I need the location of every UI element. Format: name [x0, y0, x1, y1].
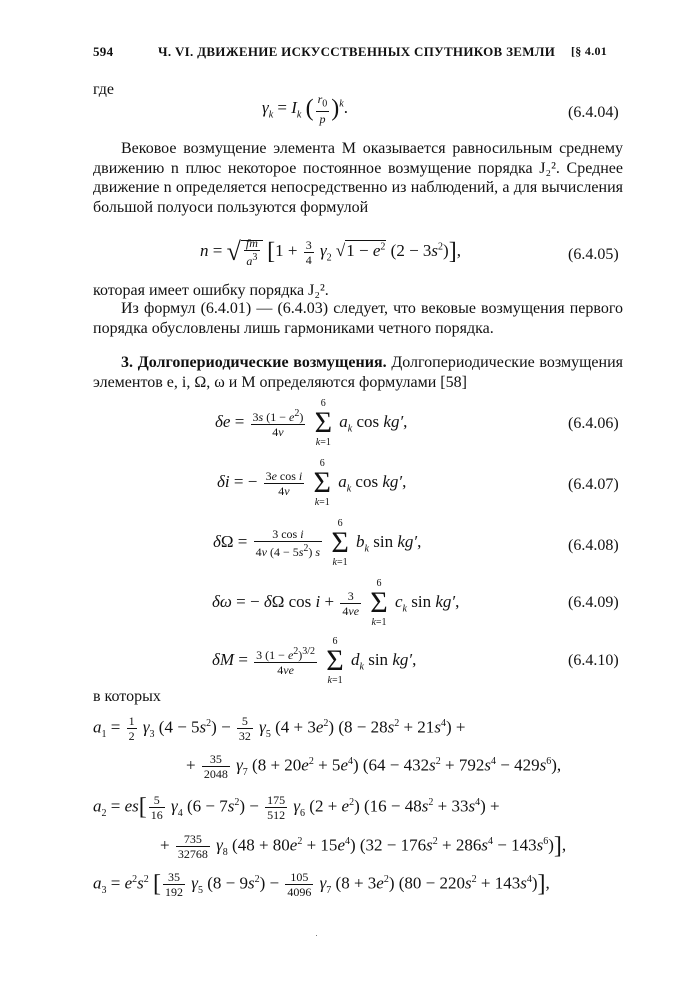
- print-speck: [316, 935, 317, 936]
- equation-number: (6.4.09): [568, 594, 619, 611]
- equation-number: (6.4.04): [568, 104, 619, 121]
- equation-number: (6.4.07): [568, 476, 619, 493]
- page-number: 594: [93, 44, 114, 59]
- error-note: которая имеет ошибку порядка J₂².: [93, 282, 329, 299]
- formula-a1-line1: $a_1$ = $\frac{1}{2}$ $\gamma_3$ $(4 - 5s^2)$ − $\frac{5}{32}$ $\gamma_5$ $(4 + 3e^2)$ $(8 - 28s^2 + 21s^4)$ +: [93, 714, 466, 743]
- running-title: Ч. VI. ДВИЖЕНИЕ ИСКУССТВЕННЫХ СПУТНИКОВ ЗЕМЛИ: [158, 44, 556, 59]
- where-label: где: [93, 81, 115, 98]
- in-which-label: в которых: [93, 688, 161, 705]
- equation-number: (6.4.06): [568, 415, 619, 432]
- section-intro: Долгопериодические возмущения элементов e, i, Ω, ω и M определяются формулами [58]: [93, 354, 623, 391]
- formula-a2-line2: + $\frac{735}{32768}$ $\gamma_8$ $(48 + 80e^2 + 15e^4)$ $(32 - 176s^2 + 286s^4 - 143s^6)$],: [160, 832, 567, 861]
- formula-gamma-k: $\gamma_k = I_k$ ( $\frac{r_0}{p}$ )$^k$.: [262, 92, 348, 127]
- equation-number: (6.4.08): [568, 537, 619, 554]
- formula-a3: $a_3 = e^2s^2$ [ $\frac{35}{192}$ $\gamma_5$ $(8 - 9s^2)$ − $\frac{105}{4096}$ $\gamma_7$ $(8 + 3e^2)$ $(80 - 220s^2 + 143s^4)$],: [93, 870, 550, 899]
- equation-number: (6.4.05): [568, 246, 619, 263]
- paragraph-even-harmonics: Из формул (6.4.01) — (6.4.03) следует, что вековые возмущения первого порядка обусловлены лишь гармониками четного порядка.: [93, 300, 623, 337]
- formula-a2-line1: $a_2 = es$[ $\frac{5}{16}$ $\gamma_4$ $(6 - 7s^2)$ − $\frac{175}{512}$ $\gamma_6$ $(2 + e^2)$ $(16 - 48s^2 + 33s^4)$ +: [93, 793, 500, 822]
- formula-mean-motion: n = √ $\frac{fm}{a^3}$ [1 + $\frac{3}{4}$ $\gamma_2$ $√1 - e^2$ $(2 - 3s^2)$],: [200, 236, 461, 268]
- formula-delta-m: δM = $\frac{3 (1 - e^2)^{3/2}}{4\nu e}$ 6 Σ k=1 $d_k$ sin kg′,: [212, 636, 417, 686]
- paragraph-secular-perturbation: Вековое возмущение элемента M оказывается равносильным среднему движению n плюс некоторое постоянное возмущение порядка J₂². Среднее движение n определяется непосредственно из наблюдений, а для вычисления большой полуоси пользуются формулой: [93, 140, 623, 216]
- equation-number: (6.4.10): [568, 652, 619, 669]
- section-reference: [§ 4.01: [571, 44, 608, 58]
- formula-delta-e: δe = $\frac{3s (1 - e^2)}{4\nu}$ 6 Σ k=1 $a_k$ cos kg′,: [215, 398, 408, 448]
- formula-delta-omega-perigee: δω = − δΩ cos i + $\frac{3}{4\nu e}$ 6 Σ k=1 $c_k$ sin kg′,: [212, 578, 460, 628]
- formula-delta-i: δi = − $\frac{\text{3e cos i}}{4\nu}$ 6 Σ k=1 $a_k$ cos kg′,: [217, 458, 407, 508]
- section-long-period: [93, 353, 623, 392]
- formula-a1-line2: + $\frac{35}{2048}$ $\gamma_7$ $(8 + 20e^2 + 5e^4)$ $(64 - 432s^2 + 792s^4 - 429s^6)$,: [186, 752, 562, 781]
- section-heading: 3. Долгопериодические возмущения.: [121, 354, 387, 371]
- formula-delta-omega-node: δΩ = $\frac{\text{3 cos i}}{4\nu (4 - 5s^2) s}$ 6 Σ k=1 $b_k$ sin kg′,: [213, 518, 422, 568]
